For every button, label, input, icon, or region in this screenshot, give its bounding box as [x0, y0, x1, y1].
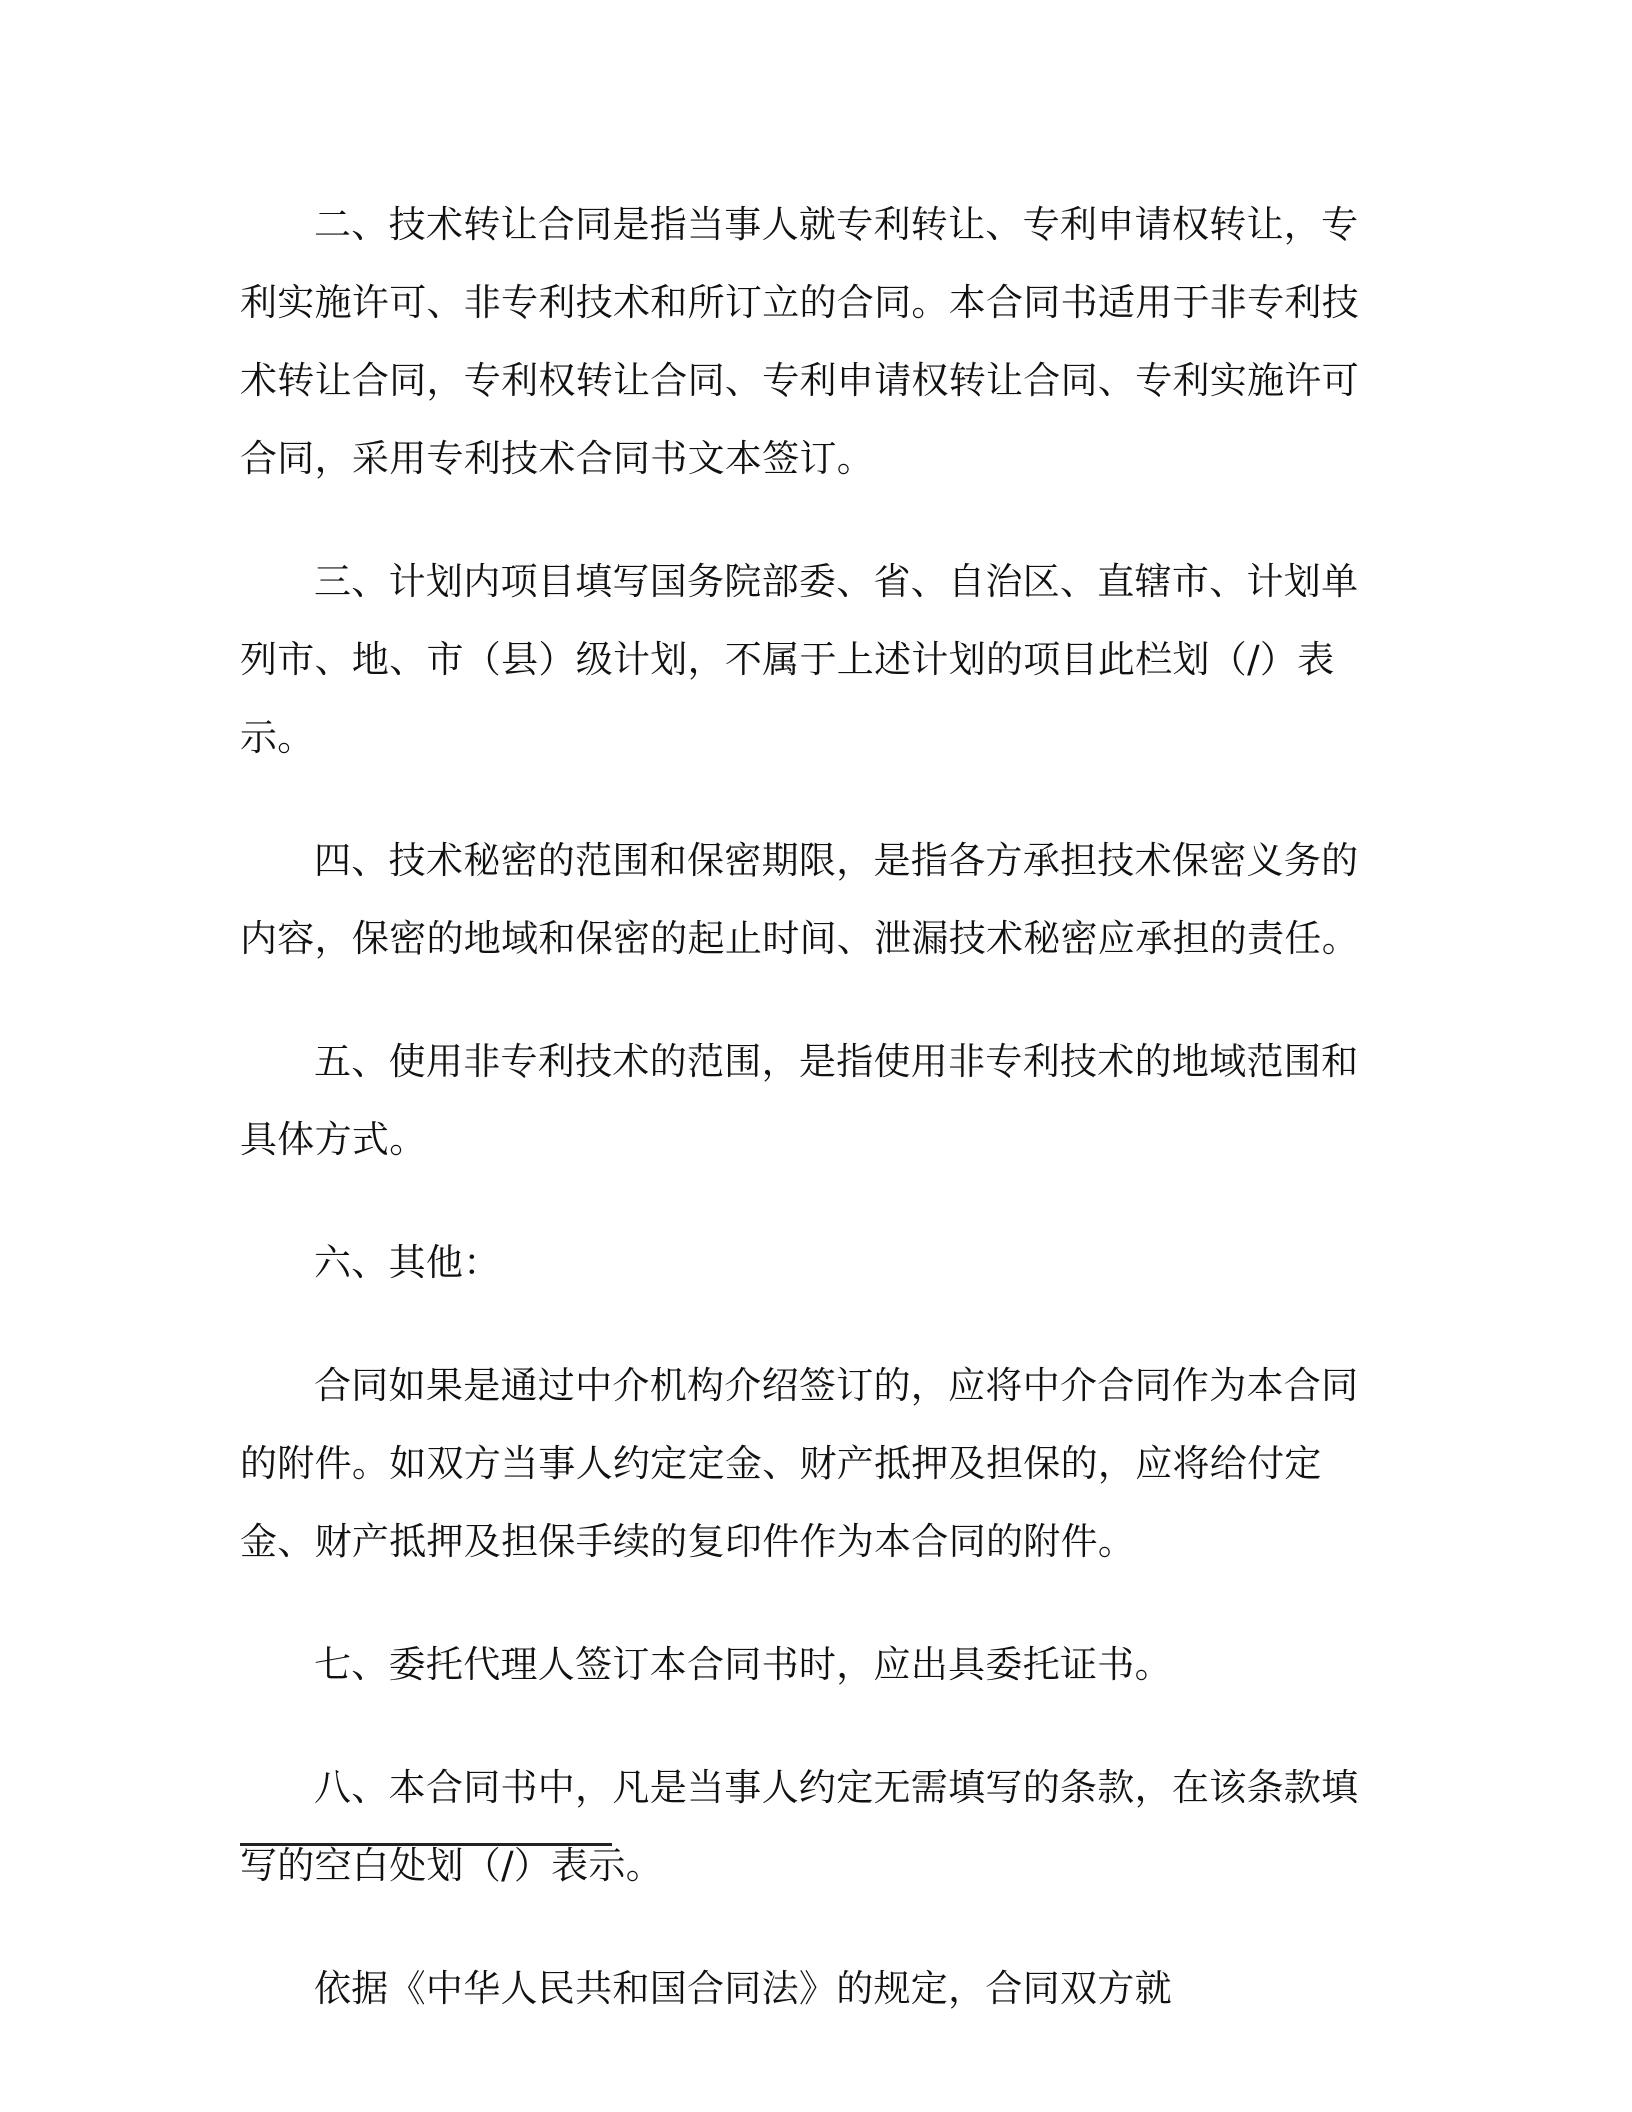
paragraph-item-3: 三、计划内项目填写国务院部委、省、自治区、直辖市、计划单列市、地、市（县）级计划，不属于上述计划的项目此栏划（/）表示。 — [240, 560, 1359, 759]
paragraph-item-5: 五、使用非专利技术的范围，是指使用非专利技术的地域范围和具体方式。 — [240, 1040, 1359, 1161]
paragraph-item-8: 八、本合同书中，凡是当事人约定无需填写的条款，在该条款填写的空白处划（/）表示。 — [240, 1766, 1359, 1887]
paragraph-item-6-body: 合同如果是通过中介机构介绍签订的，应将中介合同作为本合同的附件。如双方当事人约定定金、财产抵押及担保的，应将给付定金、财产抵押及担保手续的复印件作为本合同的附件。 — [240, 1364, 1359, 1563]
paragraph-item-6-heading: 六、其他： — [314, 1241, 501, 1284]
paragraph-item-4: 四、技术秘密的范围和保密期限，是指各方承担技术保密义务的内容，保密的地域和保密的起止时间、泄漏技术秘密应承担的责任。 — [240, 839, 1359, 960]
contract-basis-paragraph: 依据《中华人民共和国合同法》的规定，合同双方就 — [314, 1967, 1172, 2010]
blank-fill-line — [240, 1843, 612, 1846]
paragraph-item-7: 七、委托代理人签订本合同书时，应出具委托证书。 — [314, 1643, 1172, 1686]
paragraph-item-2: 二、技术转让合同是指当事人就专利转让、专利申请权转让，专利实施许可、非专利技术和所订立的合同。本合同书适用于非专利技术转让合同，专利权转让合同、专利申请权转让合同、专利实施许可合同，采用专利技术合同书文本签订。 — [240, 203, 1359, 480]
document-body — [240, 186, 1390, 2073]
